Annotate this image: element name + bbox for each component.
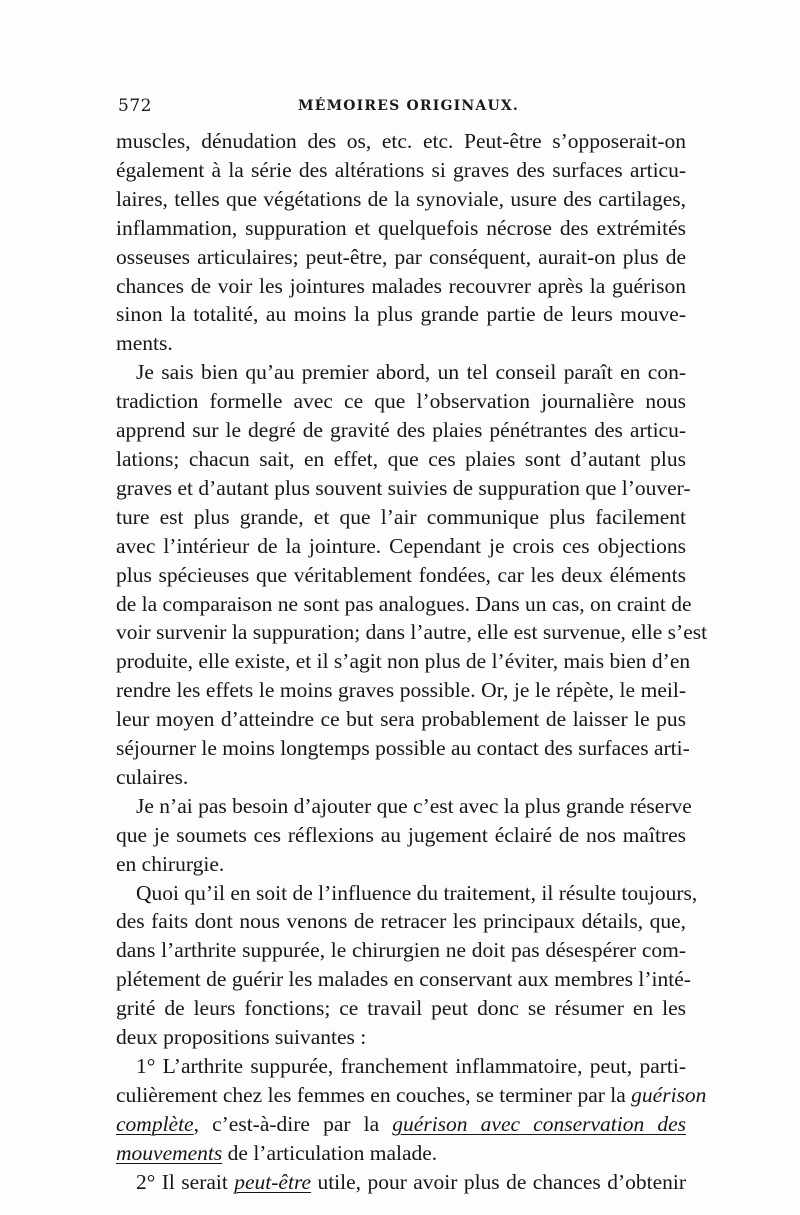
text-line: apprend sur le degré de gravité des plaies pénétrantes des articu- xyxy=(116,418,686,443)
text-line: graves et d’autant plus souvent suivies de suppuration que l’ouver- xyxy=(116,475,691,500)
text-line xyxy=(116,1081,707,1110)
text-run: culièrement chez les femmes en couches, se terminer par la xyxy=(116,1082,632,1107)
text-line: muscles, dénudation des os, etc. etc. Peut-être s’opposerait-on xyxy=(116,129,686,153)
page-number: 572 xyxy=(118,96,152,116)
text-line: plus spécieuses que véritablement fondées, car les deux éléments xyxy=(116,562,686,587)
emphasized-text: complète xyxy=(116,1111,194,1136)
text-line: produite, elle existe, et il s’agit non plus de l’éviter, mais bien d’en xyxy=(116,649,691,674)
text-line: également à la série des altérations si graves des surfaces articu- xyxy=(116,157,686,182)
text-line: 1° L’arthrite suppurée, franchement inflammatoire, peut, parti- xyxy=(136,1054,686,1078)
text-line: leur moyen d’atteindre ce but sera probablement de laisser le pus xyxy=(116,707,686,732)
text-run: utile, pour avoir plus de chances d’obtenir xyxy=(311,1169,687,1194)
text-line: dans l’arthrite suppurée, le chirurgien ne doit pas désespérer com- xyxy=(116,938,686,963)
text-line: des faits dont nous venons de retracer les principaux détails, que, xyxy=(116,909,686,934)
text-line: grité de leurs fonctions; ce travail peut donc se résumer en les xyxy=(116,996,686,1021)
text-line: culaires. xyxy=(116,764,189,789)
paragraph-3 xyxy=(116,792,692,879)
text-line: laires, telles que végétations de la synoviale, usure des cartilages, xyxy=(116,186,686,211)
text-line: Je sais bien qu’au premier abord, un tel conseil paraît en con- xyxy=(136,360,686,385)
text-run: de l’articulation malade. xyxy=(222,1140,438,1165)
emphasized-text: guérison xyxy=(631,1082,707,1107)
text-line: séjourner le moins longtemps possible au contact des surfaces arti- xyxy=(116,736,690,761)
text-line xyxy=(116,1139,686,1168)
text-line: ments. xyxy=(116,331,173,356)
text-line: voir survenir la suppuration; dans l’autre, elle est survenue, elle s’est xyxy=(116,620,708,645)
text-run: , c’est-à-dire par la xyxy=(193,1111,393,1136)
text-line: ture est plus grande, et que l’air communique plus facilement xyxy=(116,504,686,529)
text-line: sinon la totalité, au moins la plus grande partie de leurs mouve- xyxy=(116,302,686,327)
text-line: avec l’intérieur de la jointure. Cependant je crois ces objections xyxy=(116,533,686,558)
emphasized-text: peut-être xyxy=(234,1169,312,1194)
text-line: chances de voir les jointures malades recouvrer après la guérison xyxy=(116,273,686,298)
emphasized-text: mouvements xyxy=(116,1140,223,1165)
text-line: lations; chacun sait, en effet, que ces plaies sont d’autant plus xyxy=(116,446,686,471)
text-line: tradiction formelle avec ce que l’observation journalière nous xyxy=(116,389,686,414)
text-line: que je soumets ces réflexions au jugement éclairé de nos maîtres xyxy=(116,822,686,847)
text-line: Quoi qu’il en soit de l’influence du traitement, il résulte toujours, xyxy=(136,880,698,905)
text-run: 2° Il serait xyxy=(136,1169,235,1194)
text-line: osseuses articulaires; peut-être, par conséquent, aurait-on plus de xyxy=(116,244,686,269)
text-line: Je n’ai pas besoin d’ajouter que c’est avec la plus grande réserve xyxy=(136,793,692,818)
running-title: MÉMOIRES ORIGINAUX. xyxy=(298,98,519,114)
paragraph-4 xyxy=(116,879,698,1052)
text-line: plétement de guérir les malades en conservant aux membres l’inté- xyxy=(116,967,691,992)
text-line: en chirurgie. xyxy=(116,851,225,876)
paragraph-1 xyxy=(116,127,686,358)
text-line: de la comparaison ne sont pas analogues. Dans un cas, on craint de xyxy=(116,591,692,616)
text-line xyxy=(116,1110,686,1139)
body-text xyxy=(116,127,708,1197)
text-line: deux propositions suivantes : xyxy=(116,1025,367,1050)
text-line: rendre les effets le moins graves possible. Or, je le répète, le meil- xyxy=(116,678,686,703)
text-line: inflammation, suppuration et quelquefois nécrose des extrémités xyxy=(116,215,686,240)
paragraph-2 xyxy=(116,358,708,792)
emphasized-text: guérison avec conservation des xyxy=(392,1111,686,1136)
proposition-2 xyxy=(116,1168,686,1197)
running-head xyxy=(118,96,684,122)
proposition-1 xyxy=(116,1052,707,1168)
text-line xyxy=(116,1168,686,1197)
